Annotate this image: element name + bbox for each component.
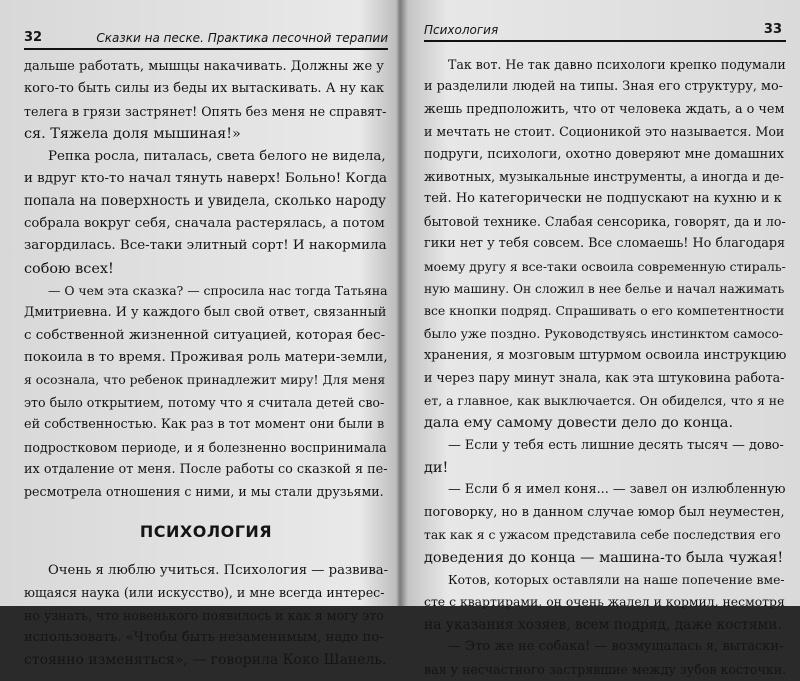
text-line: ди! <box>424 460 449 477</box>
text-line: вая у несчастного застрявшие между зубов косточки. <box>424 661 787 677</box>
text-line: их отдаление от меня. После работы со сказкой я пе- <box>24 462 388 478</box>
text-line: — Это же не собака! — возмущалась я, вытаски- <box>448 639 784 655</box>
text-line: бытовой технике. Слабая сенсорика, говорят, да и ло- <box>424 213 786 229</box>
text-line: — О чем эта сказка? — спросила нас тогда Татьяна <box>48 282 388 298</box>
text-line: моему другу я все-таки освоила современную стираль- <box>424 258 786 274</box>
left-page <box>0 0 400 669</box>
text-line: Так вот. Не так давно психологи крепко подумали <box>448 57 786 72</box>
left-page-header <box>24 28 388 50</box>
text-line: жешь предположить, что от человека ждать, а о чем <box>424 101 785 117</box>
right-page-text <box>424 54 786 681</box>
text-line: хранения, я мозговым штурмом освоила инструкцию <box>424 348 787 364</box>
text-line: подростковом периоде, и я болезненно воспринимала <box>24 439 387 455</box>
text-line: ную машину. Он сложил в нее белье и начал нажимать <box>424 281 785 296</box>
right-page <box>408 0 800 677</box>
text-line: — Если б я имел коня... — завел он излюбленную <box>448 482 786 498</box>
text-line: гики нет у тебя совсем. Все сломаешь! Но благодаря <box>424 236 786 252</box>
page-number: 32 <box>24 30 43 45</box>
text-line: ся. Тяжела доля мышиная!» <box>24 126 241 143</box>
running-head: Сказки на песке. Практика песочной терапии <box>96 31 388 45</box>
text-line: и через пару минут знала, как эта штуковина работа- <box>424 370 785 386</box>
text-line: собрала вокруг себя, сначала растерялась, а потом <box>24 215 385 231</box>
text-line: ющаяся наука (или искусство), и мне всегда интерес- <box>24 585 385 601</box>
text-line: дальше работать, мышцы накачивать. Должны же у <box>24 59 384 74</box>
text-line: телега в грязи застрянет! Опять без меня не справят- <box>24 103 387 119</box>
text-line: ей собственностью. Как раз в тот момент они были в <box>24 417 385 433</box>
page-number: 33 <box>763 22 782 37</box>
text-line: попала на поверхность и увидела, сколько народу <box>24 193 387 210</box>
text-line: — Если у тебя есть лишние десять тысяч — дово- <box>448 437 784 453</box>
text-line: сте с квартирами, он очень жалел и кормил, несмотря <box>424 594 785 610</box>
text-line: на указания хозяев, всем подряд, даже костями. <box>424 616 782 633</box>
left-page-text <box>24 56 388 672</box>
text-line: ет, а главное, как выключается. Он обиделся, что я не <box>424 392 785 408</box>
text-line: и разделили людей на типы. Зная его структуру, мо- <box>424 79 783 95</box>
right-page-header <box>424 20 786 42</box>
text-line: и вдруг кто-то начал тянуть наверх! Больно! Когда <box>24 170 388 186</box>
text-line: доведения до конца — машина-то была чужая! <box>424 549 784 566</box>
section-heading: ПСИХОЛОГИЯ <box>139 521 273 541</box>
text-line: Дмитриевна. И у каждого был свой ответ, связанный <box>24 305 387 321</box>
text-line: загордилась. Все-таки элитный сорт! И накормила <box>24 238 387 254</box>
text-line: все кнопки подряд. Спрашивать о его компетентности <box>424 303 785 319</box>
text-line: подруги, психологи, охотно доверяют мне домашних <box>424 146 784 162</box>
text-line: это было открытием, потому что я считала детей сво- <box>24 394 385 410</box>
text-line: поговорку, но в данном случае юмор был неуместен, <box>424 504 785 520</box>
text-line: стоянно изменяться», — говорила Коко Шанель. <box>24 652 387 669</box>
text-line: но узнать, что новенького появилось и как я могу это <box>24 607 384 623</box>
text-line: животных, музыкальные инструменты, а иногда и де- <box>424 168 784 184</box>
text-line: было уже поздно. Руководствуясь инстинктом самосо- <box>424 325 784 341</box>
text-line: и мечтать не стоит. Соционикой это называется. Мои <box>424 124 785 140</box>
text-line: Очень я люблю учиться. Психология — развива- <box>48 562 389 578</box>
text-line: покоила в то время. Проживая роль матери-земли, <box>24 350 388 366</box>
text-line: так как я с ужасом представила себе последствия его <box>424 527 781 543</box>
text-line: Репка росла, питалась, света белого не видела, <box>48 148 386 164</box>
text-line: ресмотрела отношения с ними, и мы стали друзьями. <box>24 484 384 500</box>
text-line: дала ему самому довести дело до конца. <box>424 415 734 432</box>
text-line: использовать. «Чтобы быть незаменимым, надо по- <box>24 629 384 645</box>
text-line: кого-то быть силы из беды их вытаскивать. А ну как <box>24 81 385 97</box>
text-line: собою всех! <box>24 260 114 277</box>
text-line: с собственной жизненной ситуацией, которая бес- <box>24 327 386 343</box>
text-line: тей. Но категорически не подпускают на кухню и к <box>424 191 782 207</box>
running-head: Психология <box>424 23 499 37</box>
text-line: Котов, которых оставляли на наше попечение вме- <box>448 571 785 587</box>
text-line: я осознала, что ребенок принадлежит миру! Для меня <box>24 372 386 388</box>
